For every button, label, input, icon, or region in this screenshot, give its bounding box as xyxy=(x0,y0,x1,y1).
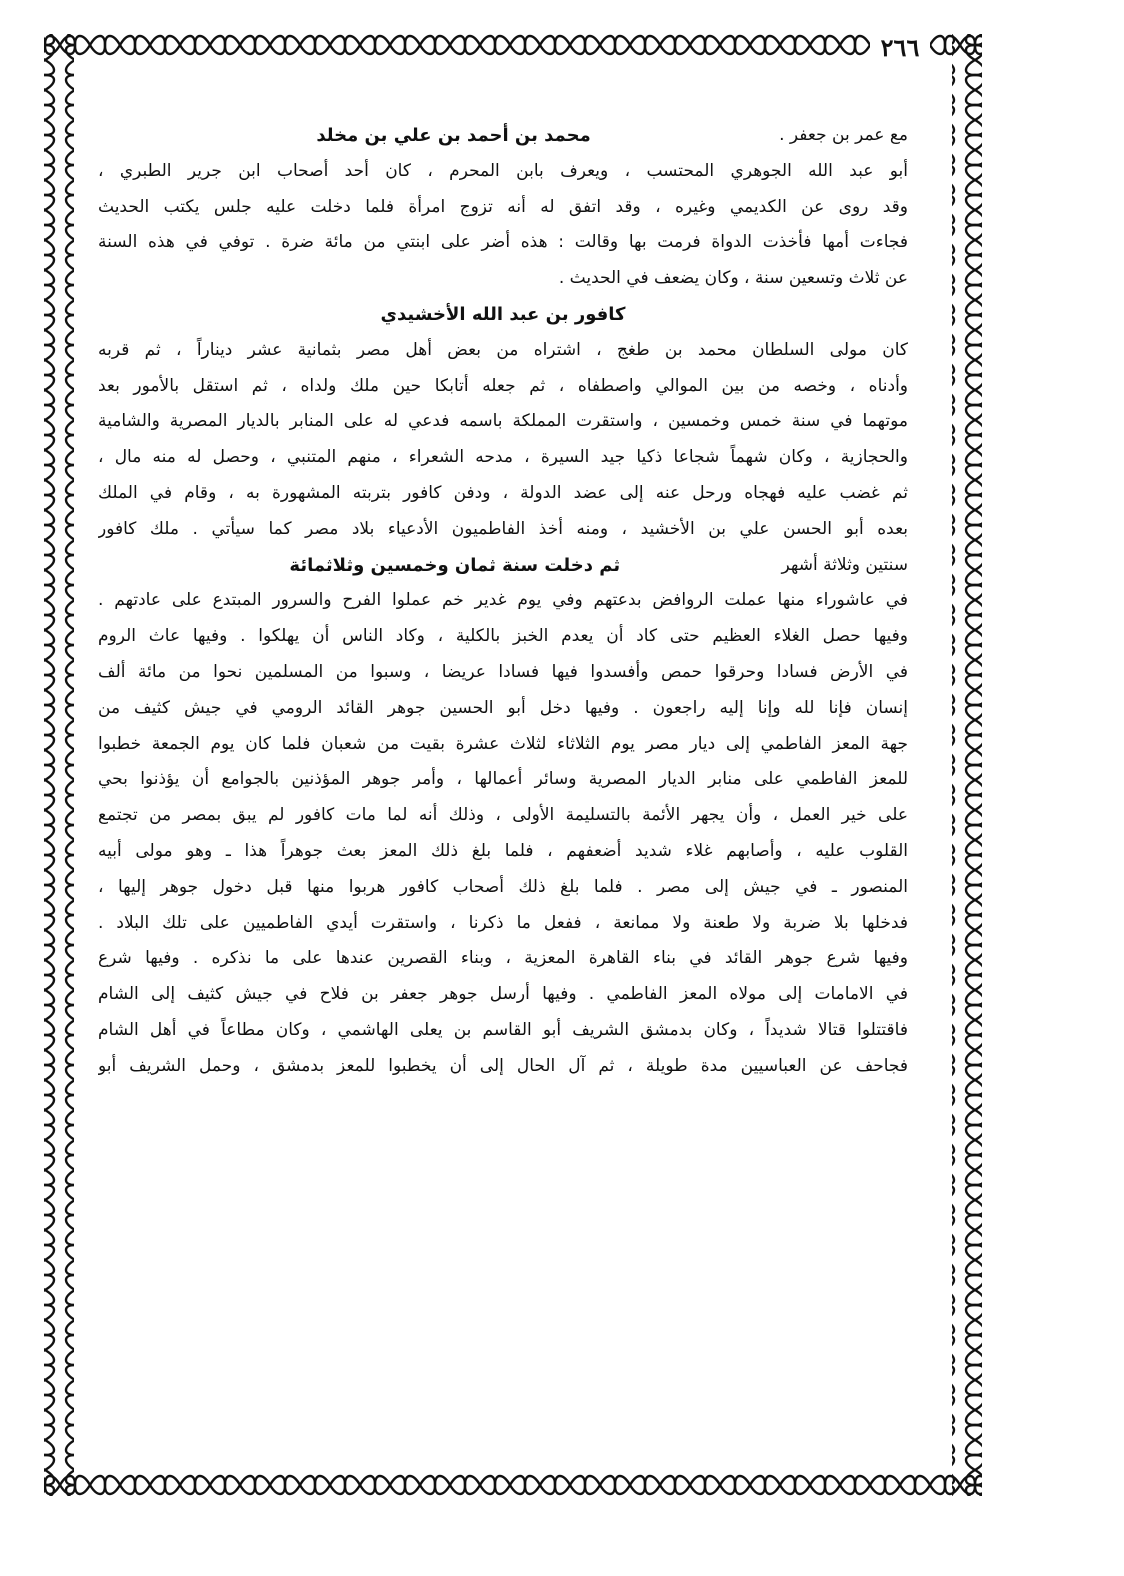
text-line: والحجازية ، وكان شهماً شجاعا ذكيا جيد السيرة ، مدحه الشعراء ، منهم المتنبي ، وحصل له منه مال ، xyxy=(98,447,908,468)
text-line: وفيها شرع جوهر القائد في بناء القاهرة المعزية ، وبناء القصرين عندها على ما نذكره . وفيها شرع xyxy=(98,948,908,969)
text-line: وفيها حصل الغلاء العظيم حتى كاد أن يعدم الخبز بالكلية ، وكاد الناس أن يهلكوا . وفيها عاث الروم xyxy=(98,626,908,647)
text-line: فجاءت أمها فأخذت الدواة فرمت بها وقالت : هذه أضر على ابنتي من مائة ضرة . توفي في هذه السنة xyxy=(98,232,908,253)
text-line: في الأرض فسادا وحرقوا حمص وأفسدوا فيها فسادا عريضا ، وسبوا من المسلمين نحوا من مائة ألف xyxy=(98,661,908,682)
text-line: على خير العمل ، وأن يجهر الأئمة بالتسليمة الأولى ، وذلك أنه لما مات كافور لم يبق بمصر من تجتمع xyxy=(98,805,908,826)
text-line: عن ثلاث وتسعين سنة ، وكان يضعف في الحديث . xyxy=(558,268,908,289)
text-line: في الامامات إلى مولاه المعز الفاطمي . وفيها أرسل جوهر جعفر بن فلاح في جيش كثيف إلى الشام xyxy=(98,984,908,1005)
text-line: جهة المعز الفاطمي إلى ديار مصر يوم الثلاثاء لثلاث عشرة بقيت من شعبان فلما كان يوم الجمعة خطبوا xyxy=(98,733,908,754)
text-line: فاقتتلوا قتالا شديداً ، وكان بدمشق الشريف أبو القاسم بن يعلى الهاشمي ، وكان مطاعاً في أهل الشام xyxy=(98,1019,908,1040)
split-line xyxy=(98,118,908,154)
page-text xyxy=(98,118,908,1448)
line-text: مع عمر بن جعفر . xyxy=(779,125,908,145)
text-line: القلوب عليه ، وأصابهم غلاء شديد أضعفهم ، فلما بلغ ذلك المعز بعث جوهراً هذا ـ وهو مولى أبيه xyxy=(98,840,908,861)
section-heading: ثم دخلت سنة ثمان وخمسين وثلاثمائة xyxy=(289,554,621,576)
text-line: فجاحف عن العباسيين مدة طويلة ، ثم آل الحال إلى أن يخطبوا للمعز بدمشق ، وحمل الشريف أبو xyxy=(98,1055,908,1076)
text-line: بعده أبو الحسن علي بن الأخشيد ، ومنه أخذ الفاطميون الأدعياء بلاد مصر كما سيأتي . ملك كافور xyxy=(98,518,908,539)
text-line: وأدناه ، وخصه من بين الموالي واصطفاه ، ثم جعله أتابكا حين ملك ولداه ، ثم استقل بالأمور بعد xyxy=(98,375,908,396)
text-line: موتهما في سنة خمس وخمسين ، واستقرت المملكة باسمه فدعي له على المنابر بالديار المصرية والشامية xyxy=(98,411,908,432)
page-number: ٢٦٦ xyxy=(870,34,930,62)
text-line: كان مولى السلطان محمد بن طغج ، اشتراه من بعض أهل مصر بثمانية عشر ديناراً ، ثم قربه xyxy=(98,339,908,360)
text-line: ثم غضب عليه فهجاه ورحل عنه إلى عضد الدولة ، ودفن كافور بتربته المشهورة به ، وقام في الملك xyxy=(98,482,908,503)
section-heading: محمد بن أحمد بن علي بن مخلد xyxy=(316,125,591,146)
text-line: في عاشوراء منها عملت الروافض بدعتهم وفي يوم غدير خم عملوا الفرح والسرور المبتدع على عادتهم . xyxy=(98,590,908,611)
split-line xyxy=(98,548,908,584)
text-line: فدخلها بلا ضربة ولا طعنة ولا ممانعة ، ففعل ما ذكرنا ، واستقرت أيدي الفاطميين على تلك البلاد . xyxy=(98,912,908,933)
text-line: إنسان فإنا لله وإنا إليه راجعون . وفيها دخل أبو الحسين جوهر القائد الرومي في جيش كثيف من xyxy=(98,697,908,718)
section-heading: كافور بن عبد الله الأخشيدي xyxy=(380,303,626,325)
line-text: سنتين وثلاثة أشهر xyxy=(781,554,908,575)
text-line: المنصور ـ في جيش إلى مصر . فلما بلغ ذلك أصحاب كافور هربوا منها قبل دخول جوهر إليها ، xyxy=(98,876,908,897)
text-line: أبو عبد الله الجوهري المحتسب ، ويعرف بابن المحرم ، كان أحد أصحاب ابن جرير الطبري ، xyxy=(98,160,908,181)
text-line: وقد روى عن الكديمي وغيره ، وقد اتفق له أنه تزوج امرأة فلما دخلت عليه جلس يكتب الحديث xyxy=(98,196,908,217)
text-line: للمعز الفاطمي على منابر الديار المصرية وسائر أعمالها ، وأمر جوهر المؤذنين بالجوامع أن يؤذنوا بحي xyxy=(98,769,908,790)
